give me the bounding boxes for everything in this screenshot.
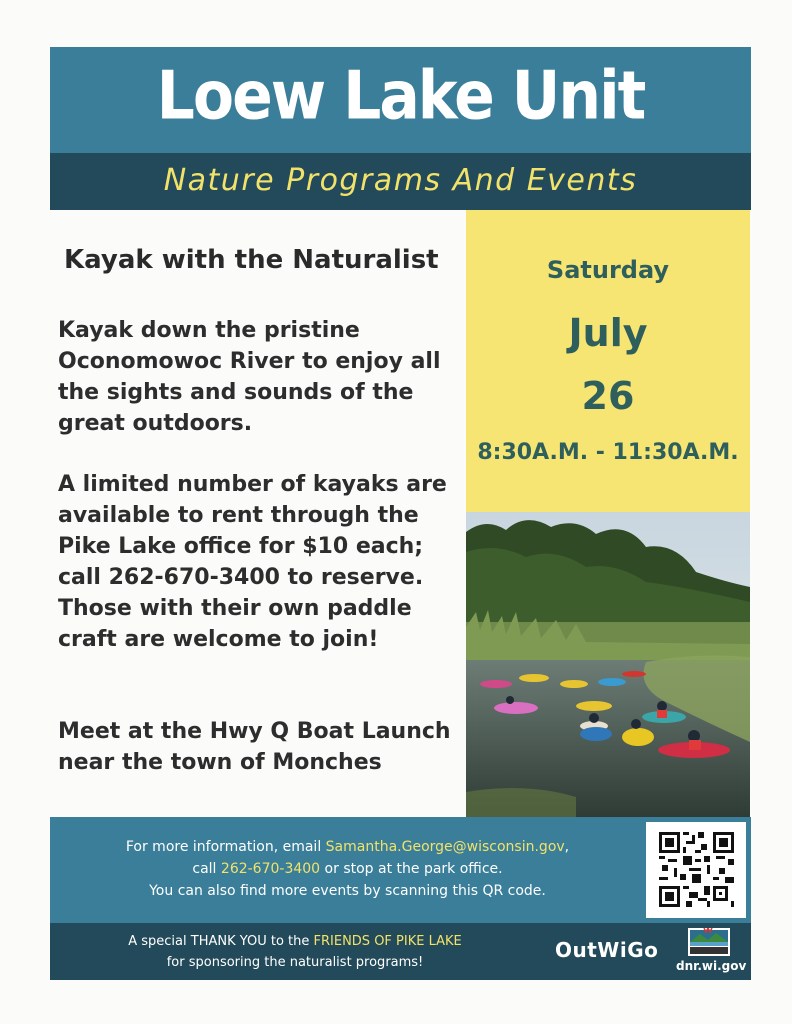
qr-code-icon[interactable]	[646, 822, 746, 918]
event-title: Kayak with the Naturalist	[64, 245, 439, 275]
qr-instructions: You can also find more events by scanning this QR code.	[149, 883, 546, 899]
contact-line1-suffix: ,	[564, 839, 570, 855]
footer-banner	[50, 923, 751, 980]
event-day: 26	[581, 374, 635, 418]
event-month: July	[568, 311, 648, 355]
contact-info-panel	[50, 817, 751, 923]
contact-line1-prefix: For more information, email	[125, 839, 326, 855]
flyer-subtitle: Nature Programs And Events	[163, 163, 638, 198]
contact-line2-suffix: or stop at the park office.	[320, 861, 503, 877]
flyer-title: Loew Lake Unit	[156, 56, 645, 136]
contact-email-link[interactable]: Samantha.George@wisconsin.gov	[325, 839, 565, 855]
rental-info: A limited number of kayaks are available to rent through the Pike Lake office for $10 each; call 262-670-3400 to reserve. Those with their own paddle craft are welcome to join!	[58, 472, 447, 652]
kayakers-photo	[466, 512, 750, 817]
thanks-line2: for sponsoring the naturalist programs!	[166, 955, 424, 970]
sponsor-thanks	[50, 931, 540, 973]
subheader-banner	[50, 153, 751, 210]
meeting-location: Meet at the Hwy Q Boat Launch near the town of Monches	[58, 719, 451, 775]
contact-text	[50, 836, 645, 902]
contact-phone: 262-670-3400	[220, 861, 321, 877]
dnr-website[interactable]: dnr.wi.gov	[676, 959, 747, 973]
event-description: Kayak down the pristine Oconomowoc River to enjoy all the sights and sounds of the great outdoors.	[58, 318, 441, 436]
contact-line2-prefix: call	[192, 861, 221, 877]
dnr-logo-icon	[688, 928, 730, 956]
thanks-prefix: A special THANK YOU to the	[128, 934, 314, 949]
header-banner	[50, 47, 751, 153]
outwigo-logo: OutWiGo	[555, 938, 659, 962]
event-time: 8:30A.M. - 11:30A.M.	[477, 440, 739, 465]
date-box	[466, 210, 750, 512]
event-day-of-week: Saturday	[546, 256, 670, 284]
friends-of-pike-lake: FRIENDS OF PIKE LAKE	[313, 934, 462, 949]
